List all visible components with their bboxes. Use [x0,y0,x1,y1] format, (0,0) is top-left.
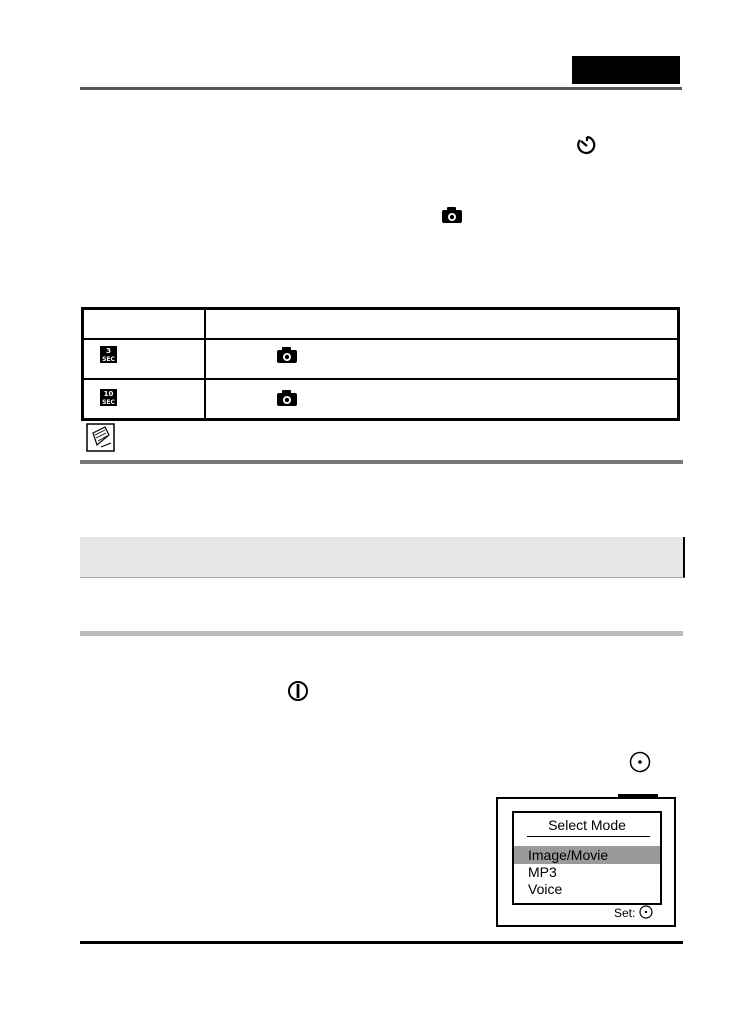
power-icon [287,680,309,702]
set-button-icon [639,905,653,919]
lcd-set-hint [614,905,653,920]
note-icon [86,423,116,453]
camera-icon [441,206,463,224]
language-badge [572,56,680,84]
section-rule [80,631,683,636]
self-timer-table [81,307,680,421]
self-timer-icon [575,134,599,156]
lcd-title: Select Mode [548,817,626,833]
lcd-menu-item[interactable]: MP3 [528,864,557,880]
self-timer-3sec-icon: 3 SEC [100,346,117,363]
table-column-divider [204,310,206,418]
header-rule [80,87,682,90]
footer-rule [80,941,683,944]
table-header-divider [84,338,677,340]
self-timer-10sec-icon: 10 SEC [100,389,117,406]
lcd-title-rule [527,836,650,837]
set-button-icon [629,751,651,773]
lcd-set-label: Set: [614,906,636,920]
lcd-menu-item-selected[interactable]: Image/Movie [514,846,660,864]
section-heading-box [80,537,685,578]
camera-icon [276,389,298,407]
camera-icon [276,346,298,364]
section-rule [80,460,683,464]
table-row-divider [84,378,677,380]
lcd-menu-item[interactable]: Voice [528,881,563,897]
